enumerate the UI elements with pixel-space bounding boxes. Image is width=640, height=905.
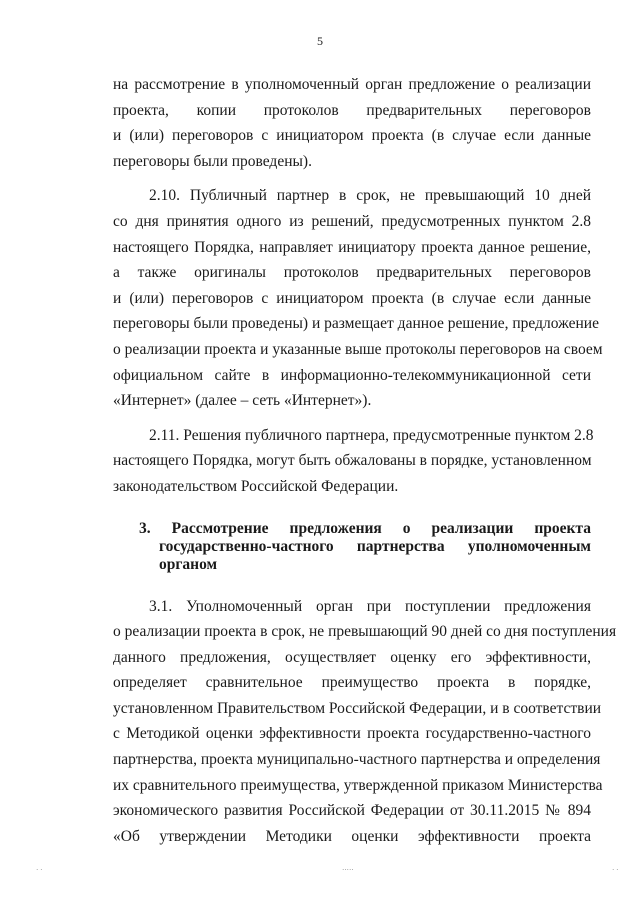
paragraph-gap: [113, 414, 591, 423]
text-line: их сравнительного преимущества, утвержденной приказом Министерства: [113, 776, 603, 794]
text-line: 2.11. Решения публичного партнера, предусмотренные пунктом 2.8: [149, 426, 594, 444]
text-line: «Об утверждении Методики оценки эффективности проекта: [113, 827, 591, 845]
text-line: законодательством Российской Федерации.: [113, 477, 399, 495]
text-line: экономического развития Российской Федерации от 30.11.2015 № 894: [113, 802, 591, 820]
paragraph-3-1: [113, 594, 617, 850]
text-line: определяет сравнительное преимущество проекта в порядке,: [113, 674, 591, 692]
text-line: официальном сайте в информационно-телекоммуникационной сети: [113, 366, 591, 384]
text-line: 2.10. Публичный партнер в срок, не превышающий 10 дней: [149, 187, 591, 205]
text-line: со дня принятия одного из решений, предусмотренных пунктом 2.8: [113, 212, 591, 230]
text-line: на рассмотрение в уполномоченный орган предложение о реализации: [113, 76, 591, 93]
paragraph-gap: [113, 174, 591, 183]
text-line: настоящего Порядка, могут быть обжалованы в порядке, установленном: [113, 452, 592, 470]
text-line: проекта, копии протоколов предварительных переговоров: [113, 101, 591, 119]
scan-mark: ·····: [342, 866, 354, 874]
section-gap: [113, 574, 591, 594]
text-line: партнерства, проекта муниципально-частного партнерства и определения: [113, 751, 601, 769]
scan-mark: · ·: [36, 866, 43, 874]
page-number: 5: [317, 34, 323, 48]
section-heading: [139, 520, 591, 574]
document-body: [113, 72, 617, 849]
paragraph-2-10: [113, 183, 603, 413]
text-line: переговоры были проведены).: [113, 152, 312, 170]
text-line: «Интернет» (далее – сеть «Интернет»).: [113, 392, 372, 410]
text-line: данного предложения, осуществляет оценку его эффективности,: [113, 648, 591, 666]
scan-mark: · ·: [612, 866, 619, 874]
text-line: и (или) переговоров с инициатором проекта (в случае если данные: [113, 127, 591, 145]
paragraph-continuation: [113, 72, 591, 174]
paragraph-2-11: [113, 423, 594, 500]
text-line: установленном Правительством Российской Федерации, и в соответствии: [113, 699, 602, 717]
text-line: с Методикой оценки эффективности проекта государственно-частного: [113, 725, 591, 743]
text-line: и (или) переговоров с инициатором проекта (в случае если данные: [113, 289, 591, 307]
text-line: о реализации проекта в срок, не превышающий 90 дней со дня поступления: [113, 623, 617, 641]
text-line: о реализации проекта и указанные выше протоколы переговоров на своем: [113, 340, 603, 358]
text-line: 3.1. Уполномоченный орган при поступлении предложения: [149, 597, 591, 615]
text-line: а также оригиналы протоколов предварительных переговоров: [113, 264, 591, 282]
heading-line: органом: [159, 555, 218, 573]
text-line: настоящего Порядка, направляет инициатору проекта данное решение,: [113, 238, 591, 256]
heading-line: государственно-частного партнерства уполномоченным: [159, 537, 591, 555]
text-line: переговоры были проведены) и размещает данное решение, предложение: [113, 315, 599, 333]
section-gap: [113, 500, 591, 520]
heading-line: 3. Рассмотрение предложения о реализации проекта: [139, 519, 591, 537]
